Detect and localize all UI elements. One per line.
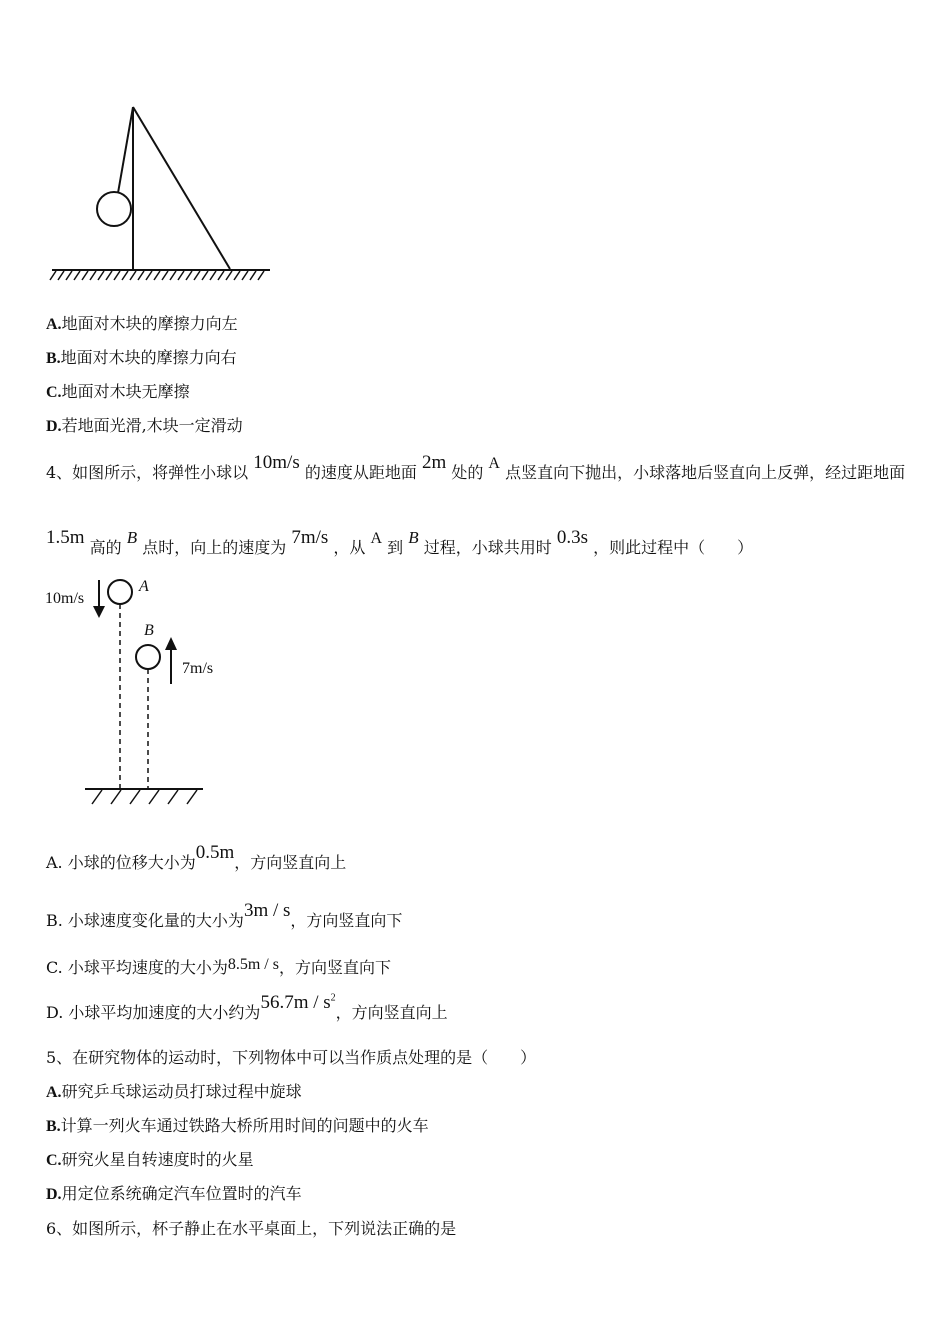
ground-hatch [154,271,160,280]
ground-hatch [58,271,64,280]
ground-hatch [250,271,256,280]
ground-hatch [130,271,136,280]
ground-hatch [178,271,184,280]
ground-hatch [218,271,224,280]
q4-option-b: B. 小球速度变化量的大小为3m / s，方向竖直向下 [46,900,403,930]
ground-hatch [122,271,128,280]
ground-hatch [114,271,120,280]
ground-hatch [162,271,168,280]
velocity-down-label: 10m/s [45,590,85,607]
q3-option-c: C.地面对木块无摩擦 [46,382,190,401]
ground-hatch [194,271,200,280]
velocity-up-label: 7m/s [182,660,214,677]
q4-stem-line1: 4、如图所示，将弹性小球以 10m/s 的速度从距地面 2m 处的 A 点竖直向下抛出，小球落地后竖直向上反弹，经过距地面 [46,452,906,482]
ground-hatch [242,271,248,280]
q4-option-a: A. 小球的位移大小为0.5m，方向竖直向上 [46,842,347,872]
ground-hatch [202,271,208,280]
figure-pendulum-wedge [40,95,280,285]
q5-option-d: D.用定位系统确定汽车位置时的汽车 [46,1184,302,1203]
ground-hatch [82,271,88,280]
ground-hatch [90,271,96,280]
ground-hatch [210,271,216,280]
q6-stem: 6、如图所示，杯子静止在水平桌面上，下列说法正确的是 [46,1219,457,1238]
q4-option-c: C. 小球平均速度的大小为8.5m / s，方向竖直向下 [46,956,391,977]
q4-option-d: D. 小球平均加速度的大小约为$56.7m / s^2$，方向竖直向上 [46,992,448,1022]
ground-hatch [170,271,176,280]
point-b-label: B [144,622,154,639]
ground-hatch [130,790,140,804]
ground-hatch [138,271,144,280]
ground-hatch [234,271,240,280]
ground-hatch [106,271,112,280]
q5-option-b: B.计算一列火车通过铁路大桥所用时间的问题中的火车 [46,1116,429,1135]
ground-hatch [168,790,178,804]
ground-hatch [66,271,72,280]
ground-hatch [187,790,197,804]
q4-stem-line2: 1.5m 高的 B 点时，向上的速度为 7m/s ，从 A 到 B 过程，小球共用时 0.3s ，则此过程中（ ） [46,527,754,557]
q3-option-a: A.地面对木块的摩擦力向左 [46,314,238,333]
ground-hatch [226,271,232,280]
q5-option-c: C.研究火星自转速度时的火星 [46,1150,254,1169]
q5-option-a: A.研究乒乓球运动员打球过程中旋球 [46,1082,302,1101]
ground-hatch [111,790,121,804]
ground-hatch [146,271,152,280]
q3-option-b: B.地面对木块的摩擦力向右 [46,348,237,367]
ground-hatch [92,790,102,804]
ground-hatch [50,271,56,280]
q5-stem: 5、在研究物体的运动时，下列物体中可以当作质点处理的是（ ） [46,1048,537,1067]
ground-hatch [186,271,192,280]
ground-hatch [149,790,159,804]
ground-hatch [98,271,104,280]
ground-hatch [74,271,80,280]
q3-option-d: D.若地面光滑,木块一定滑动 [46,416,243,435]
ground-hatch [258,271,264,280]
point-a-label: A [139,578,149,595]
